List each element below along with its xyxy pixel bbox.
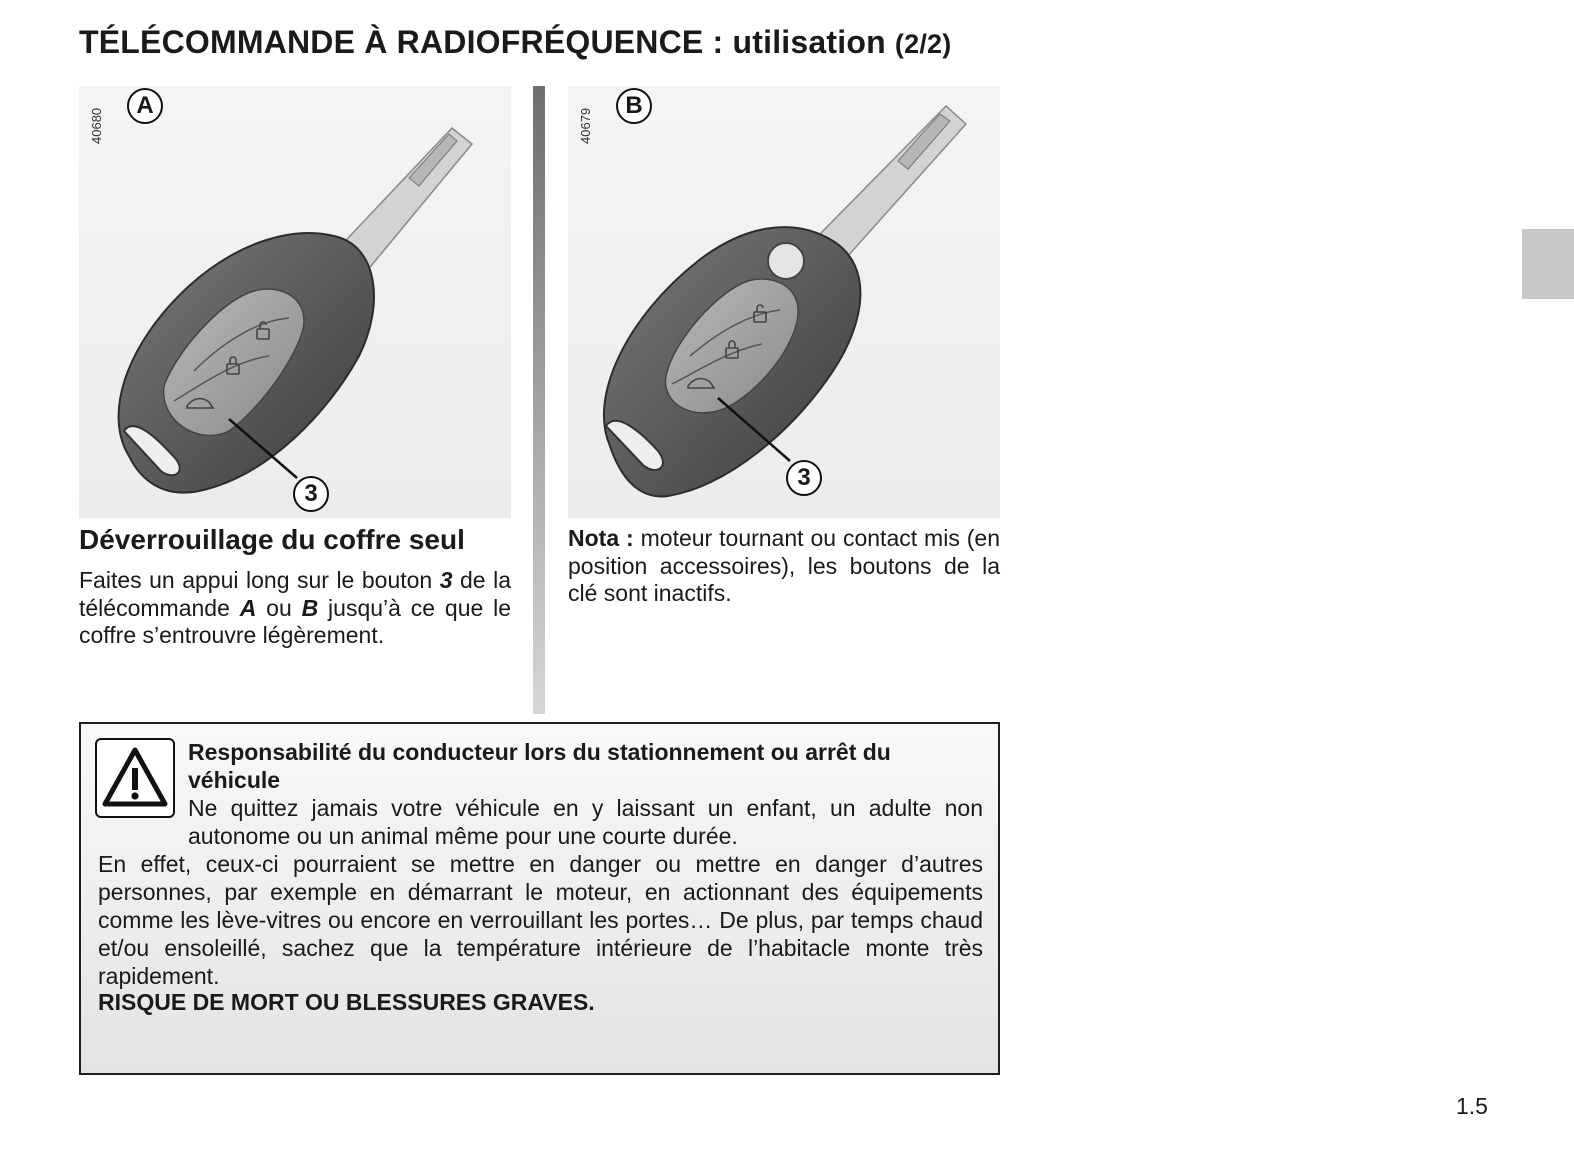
key-a-illustration [79, 86, 511, 518]
title-main: TÉLÉCOMMANDE À RADIOFRÉQUENCE : utilisation [79, 24, 886, 60]
nota-text: moteur tournant ou contact mis (en position accessoires), les boutons de la clé sont inactifs. [568, 525, 1000, 606]
text-run: jusqu’à ce que le coffre s’entrouvre légèrement. [79, 594, 512, 648]
chapter-tab [1522, 229, 1574, 299]
warning-first-paragraph: Ne quittez jamais votre véhicule en y laissant un enfant, un adulte non autonome ou un animal même pour une courte durée. [188, 795, 983, 849]
nota-paragraph [568, 525, 1000, 608]
remote-ref-b: B [301, 594, 319, 621]
warning-heading: Responsabilité du conducteur lors du stationnement ou arrêt du véhicule [188, 739, 891, 793]
section-heading: Déverrouillage du coffre seul [79, 524, 465, 555]
text-run: Faites un appui long sur le bouton [79, 567, 440, 593]
figure-key-b [568, 86, 1000, 518]
warning-box [79, 722, 1000, 1075]
title-suffix: (2/2) [894, 29, 952, 59]
page-number: 1.5 [1456, 1093, 1488, 1119]
button-ref: 3 [439, 567, 453, 593]
figure-code: 40680 [89, 107, 104, 144]
figure-label-b: B [616, 88, 652, 124]
page-title [79, 24, 951, 61]
figure-code: 40679 [578, 107, 593, 144]
trunk-unlock-paragraph [79, 567, 511, 650]
nota-label: Nota : [568, 525, 634, 551]
warning-body: En effet, ceux-ci pourraient se mettre en danger ou mettre en danger d’autres personnes, par exemple en démarrant le moteur, en actionnant des équipements comme les lève-vitres ou encore en verrouillant les portes… De plus, par temps chaud et/ou ensoleillé, sachez que la température intérieure de l’habitacle monte très rapidement. [98, 851, 983, 989]
text-run: de la télécommande [79, 567, 512, 621]
remote-ref-a: A [239, 594, 257, 621]
figure-key-a [79, 86, 511, 518]
column-divider [533, 86, 545, 714]
warning-risk: RISQUE DE MORT OU BLESSURES GRAVES. [98, 989, 595, 1015]
text-run: ou [256, 594, 302, 621]
callout-button-3: 3 [786, 460, 822, 496]
callout-button-3: 3 [293, 476, 329, 512]
figure-label-a: A [127, 88, 163, 124]
key-b-illustration [568, 86, 1000, 518]
warning-triangle-icon [95, 738, 175, 818]
